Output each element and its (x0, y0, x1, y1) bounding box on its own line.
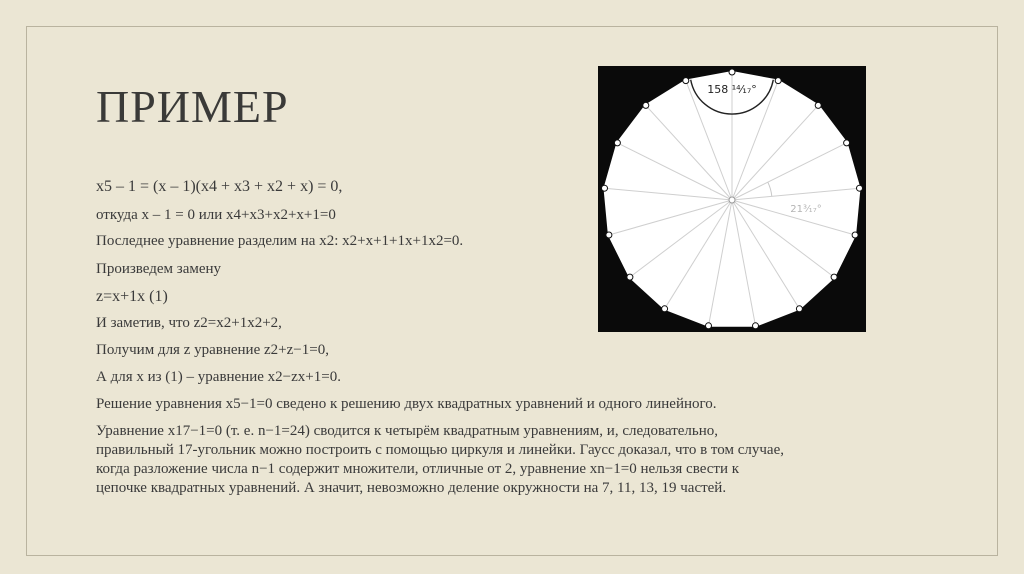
center-dot (729, 197, 735, 203)
vertex-dot (852, 232, 858, 238)
vertex-dot (831, 274, 837, 280)
vertex-dot (775, 78, 781, 84)
equation-line-8: А для x из (1) – уравнение x2−zx+1=0. (96, 369, 341, 385)
conclusion-paragraph (96, 422, 916, 498)
vertex-dot (662, 306, 668, 312)
paragraph-line-3: когда разложение числа n−1 содержит множители, отличные от 2, уравнение xn−1=0 нельзя свести к (96, 461, 740, 477)
vertex-dot (844, 140, 850, 146)
equation-line-6: И заметив, что z2=x2+1x2+2, (96, 315, 282, 331)
paragraph-line-2: правильный 17-угольник можно построить с помощью циркуля и линейки. Гаусс доказал, что в том случае, (96, 442, 785, 458)
vertex-dot (857, 185, 863, 191)
paragraph-line-4: цепочке квадратных уравнений. А значит, невозможно деление окружности на 7, 11, 13, 19 частей. (96, 480, 727, 496)
paragraph-line-1: Уравнение x17−1=0 (т. е. n−1=24) сводится к четырём квадратным уравнениям, и, следовательно, (96, 423, 719, 439)
equation-line-3: Последнее уравнение разделим на x2: x2+x+1+1x+1x2=0. (96, 233, 464, 249)
heptadecagon-figure (598, 66, 866, 332)
vertex-dot (606, 232, 612, 238)
vertex-dot (614, 140, 620, 146)
vertex-dot (643, 102, 649, 108)
vertex-dot (683, 78, 689, 84)
vertex-dot (753, 323, 759, 329)
equation-line-2: откуда x – 1 = 0 или x4+x3+x2+x+1=0 (96, 207, 336, 223)
vertex-dot (796, 306, 802, 312)
vertex-dot (627, 274, 633, 280)
equation-line-9: Решение уравнения x5−1=0 сведено к решению двух квадратных уравнений и одного линейного. (96, 396, 717, 412)
central-angle-label: 21³⁄₁₇° (790, 204, 822, 215)
equation-line-1: x5 – 1 = (x – 1)(x4 + x3 + x2 + x) = 0, (96, 178, 343, 195)
equation-line-7: Получим для z уравнение z2+z−1=0, (96, 342, 329, 358)
vertex-dot (729, 69, 735, 75)
equation-line-4: Произведем замену (96, 261, 222, 277)
equation-line-5: z=x+1x (1) (96, 288, 168, 305)
slide-title: ПРИМЕР (96, 81, 289, 132)
vertex-dot (602, 185, 608, 191)
vertex-dot (706, 323, 712, 329)
interior-angle-label: 158 ¹⁴⁄₁₇° (707, 83, 757, 96)
vertex-dot (815, 102, 821, 108)
